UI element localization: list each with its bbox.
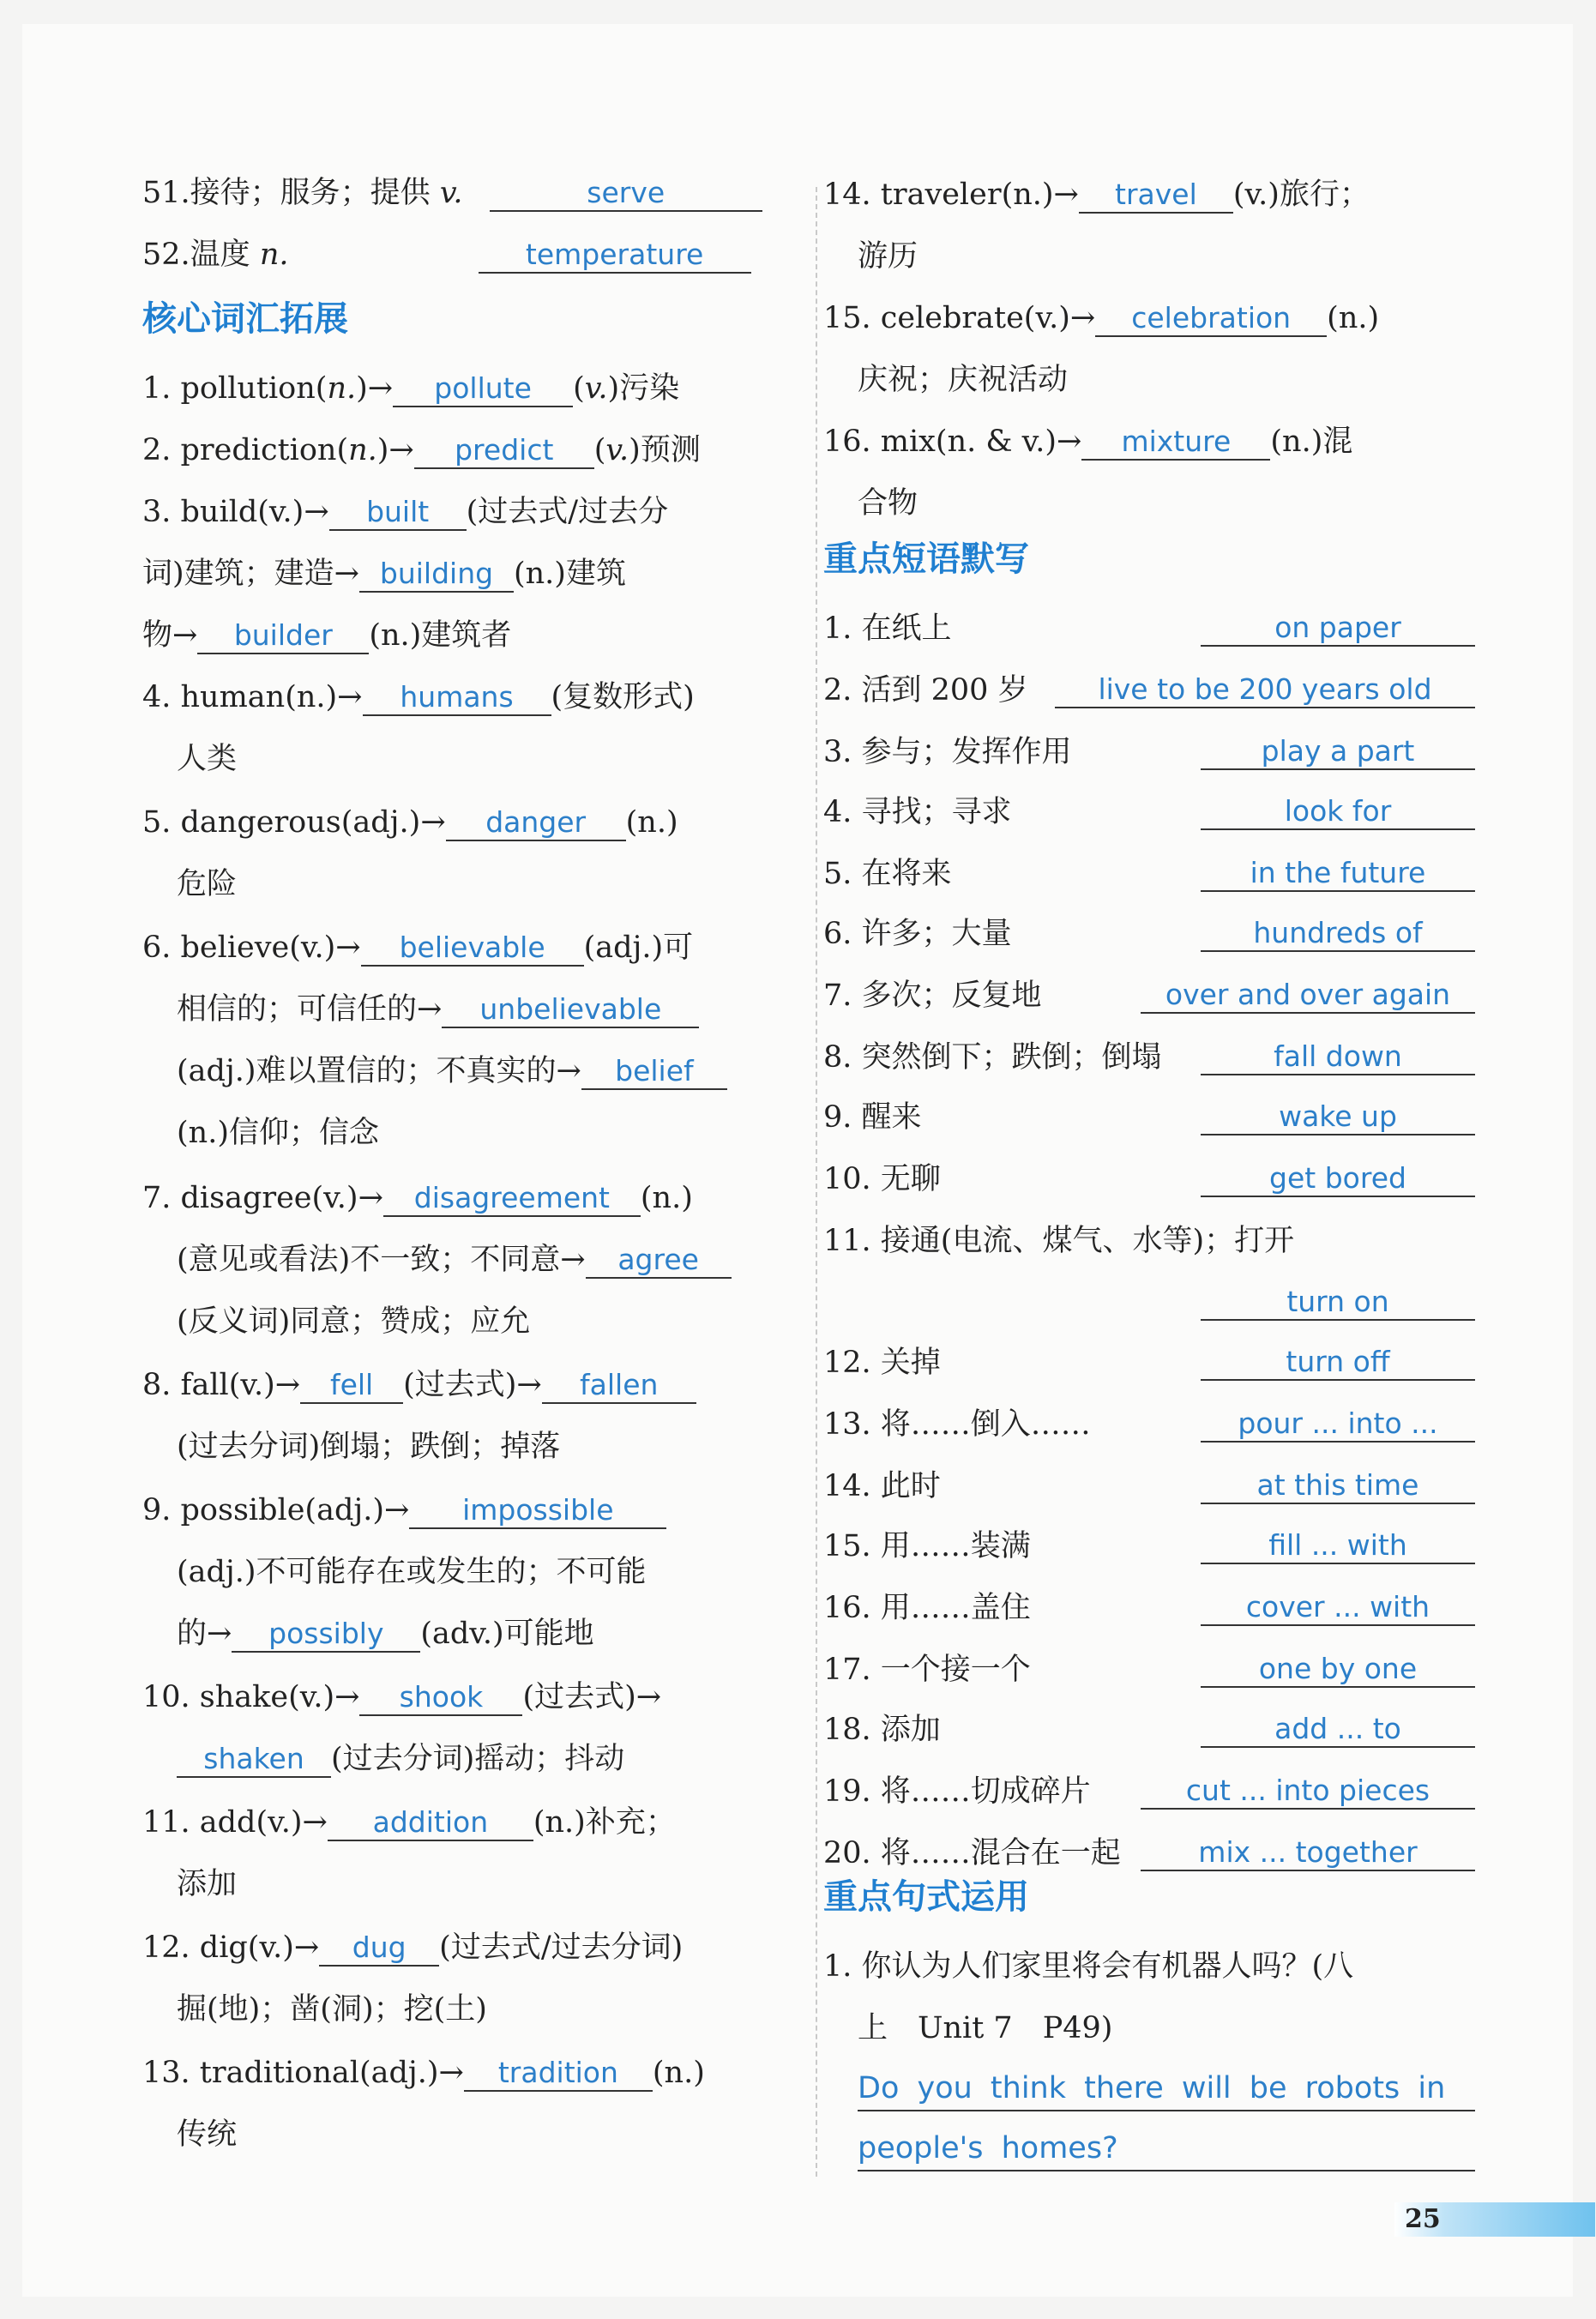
answer-blank[interactable]: built — [329, 495, 467, 531]
vocab-item-7: 7. disagree(v.)→ disagreement (n.) — [142, 1181, 693, 1215]
phrase-question: 18. 添加 — [823, 1713, 941, 1747]
answer-blank[interactable]: danger — [446, 805, 626, 841]
phrase-question: 10. 无聊 — [823, 1162, 941, 1196]
phrase-answer-blank[interactable]: play a part — [1201, 734, 1475, 770]
vocab-item-12: 12. dig(v.)→ dug (过去式/过去分词) — [142, 1930, 684, 1965]
section-heading-sentences: 重点句式运用 — [823, 1877, 1029, 1917]
phrase-answer-blank[interactable]: live to be 200 years old — [1055, 672, 1475, 708]
vocab-item-5: 5. dangerous(adj.)→ danger (n.) — [142, 805, 678, 840]
answer-blank[interactable]: impossible — [409, 1493, 666, 1529]
vocab-item-3: 3. build(v.)→ built (过去式/过去分 — [142, 495, 669, 529]
answer-blank[interactable]: mixture — [1081, 425, 1270, 461]
answer-blank[interactable]: unbelievable — [442, 992, 699, 1028]
answer-blank[interactable]: belief — [581, 1054, 727, 1090]
column-divider — [816, 187, 817, 2177]
answer-blank[interactable]: humans — [363, 680, 551, 716]
phrase-question: 7. 多次；反复地 — [823, 979, 1042, 1013]
phrase-answer-blank[interactable]: look for — [1201, 794, 1475, 830]
vocab-item-9: 9. possible(adj.)→ impossible — [142, 1489, 666, 1532]
phrase-answer-blank[interactable]: turn on — [1201, 1285, 1475, 1321]
answer-blank[interactable]: celebration — [1095, 301, 1327, 337]
phrase-answer-blank[interactable]: cover ... with — [1201, 1590, 1475, 1626]
phrase-question: 3. 参与；发挥作用 — [823, 735, 1072, 769]
item-52: 52.温度 n. temperature — [142, 233, 751, 276]
worksheet-page: 51.接待；服务；提供 v. serve 52.温度 n. temperature 核心词汇拓展 1. pollution(n.)→ pollute (v.)污染 2. prediction(n.)→ predict (v.)预测 3. build(v.)→ built (过去式/过去分 词)建筑；建造→ building (n.)建筑 物→ builder (n.)建筑者 4. human(n.)→ humans (复数形式) 人类 5. dangerous(adj.)→ danger (n.) 危险 6. believe(v.)→ believable (adj.)可 相信的；可信任的→ unbelievable (adj.)难以置信的；不真实的→ belief (n.)信仰；信念 7. disagree(v.)→ disagreement (n.) (意见或看法)不一致；不同意→ agree (反义词)同意；赞成；应允 8. fall(v.)→ fell (过去式)→ fallen (过去分词)倒塌；跌倒；掉落 9. possible(adj.)→ impossible (adj.)不可能存在或发生的；不可能 的→ possibly (adv.)可能地 10. shake(v.)→ shook (过去式)→ shaken (过去分词)摇动；抖动 11. add(v.)→ addition (n.)补充； 添加 12. dig(v.)→ dug (过去式/过去分词) 掘(地)；凿(洞)；挖(土) 13. traditional(adj.)→ tradition (n.) 传统 14. traveler(n.)→ travel (v.)旅行； 游历 15. celebrate(v.)→ celebration (n.) 庆祝；庆祝活动 16. mix(n. & v.)→ mixture (n.)混 合物 重点短语默写 1. 在纸上 on paper 2. 活到 200 岁 live to be 200 years old 3. 参与；发挥作用 play a part 4. 寻找；寻求 look for 5. 在将来 in the future 6. 许多；大量 hundreds of 7. 多次；反复地 over and over again 8. 突然倒下；跌倒；倒塌 fall down 9. 醒来 wake up 10. 无聊 get bored 11. 接通(电流、煤气、水等)；打开 turn on 12. 关掉 turn off 13. 将……倒入…… pour ... into ... 14. 此时 at this time 15. 用……装满 fill ... with 16. 用……盖住 cover ... with 17. 一个接一个 one by one 18. 添加 add ... to 19. 将……切成碎片 cut ... into pieces 20. 将……混合在一起 mix ... together 重点句式运用 1. 你认为人们家里将会有机器人吗？(八 上 Unit 7 P49) Do you think there will be robots in people's homes? 25 — [22, 24, 1573, 2297]
phrase-question: 2. 活到 200 岁 — [823, 673, 1028, 708]
answer-blank[interactable]: tradition — [464, 2056, 653, 2092]
page-number: 25 — [1405, 2204, 1441, 2234]
phrase-answer-blank[interactable]: hundreds of — [1201, 916, 1475, 952]
phrase-answer-blank[interactable]: cut ... into pieces — [1141, 1774, 1475, 1810]
phrase-answer-blank[interactable]: turn off — [1201, 1345, 1475, 1381]
phrase-answer-blank[interactable]: one by one — [1201, 1652, 1475, 1688]
answer-blank[interactable]: fell — [300, 1368, 403, 1404]
phrase-question: 11. 接通(电流、煤气、水等)；打开 — [823, 1224, 1295, 1258]
vocab-item-11: 11. add(v.)→ addition (n.)补充； — [142, 1805, 676, 1840]
vocab-item-14: 14. traveler(n.)→ travel (v.)旅行； — [823, 178, 1370, 212]
vocab-item-15: 15. celebrate(v.)→ celebration (n.) — [823, 301, 1380, 335]
phrase-question: 16. 用……盖住 — [823, 1591, 1031, 1625]
phrase-answer-blank[interactable]: pour ... into ... — [1201, 1406, 1475, 1443]
vocab-item-6: 6. believe(v.)→ believable (adj.)可 — [142, 931, 694, 965]
sentence-question-line-2: 上 Unit 7 P49) — [858, 2011, 1113, 2045]
phrase-question: 4. 寻找；寻求 — [823, 795, 1012, 829]
phrase-question: 8. 突然倒下；跌倒；倒塌 — [823, 1040, 1162, 1075]
answer-blank[interactable]: possibly — [232, 1617, 420, 1653]
phrase-answer-blank[interactable]: add ... to — [1201, 1712, 1475, 1748]
phrase-question: 19. 将……切成碎片 — [823, 1774, 1091, 1809]
answer-blank[interactable]: building — [359, 557, 514, 593]
sentence-question-line-1: 1. 你认为人们家里将会有机器人吗？(八 — [823, 1949, 1354, 1984]
phrase-question: 5. 在将来 — [823, 857, 952, 891]
vocab-item-10: 10. shake(v.)→ shook (过去式)→ — [142, 1680, 662, 1714]
item-51: 51.接待；服务；提供 v. serve — [142, 172, 762, 214]
answer-blank[interactable]: shaken — [177, 1742, 331, 1778]
vocab-item-1: 1. pollution(n.)→ pollute (v.)污染 — [142, 371, 680, 406]
phrase-answer-blank[interactable]: on paper — [1201, 611, 1475, 647]
vocab-item-4: 4. human(n.)→ humans (复数形式) — [142, 680, 695, 714]
answer-blank[interactable]: pollute — [393, 371, 573, 407]
phrase-answer-blank[interactable]: in the future — [1201, 856, 1475, 892]
section-heading-vocab: 核心词汇拓展 — [142, 299, 348, 339]
phrase-answer-blank[interactable]: fill ... with — [1201, 1528, 1475, 1564]
vocab-item-16: 16. mix(n. & v.)→ mixture (n.)混 — [823, 425, 1353, 459]
phrase-question: 14. 此时 — [823, 1469, 941, 1503]
phrase-answer-blank[interactable]: over and over again — [1141, 978, 1475, 1014]
sentence-answer-line-1[interactable]: Do you think there will be robots in — [858, 2067, 1475, 2111]
phrase-question: 13. 将……倒入…… — [823, 1407, 1091, 1442]
section-heading-phrases: 重点短语默写 — [823, 539, 1029, 579]
phrase-question: 15. 用……装满 — [823, 1529, 1031, 1563]
answer-blank[interactable]: travel — [1079, 178, 1233, 214]
phrase-question: 17. 一个接一个 — [823, 1653, 1031, 1687]
vocab-item-2: 2. prediction(n.)→ predict (v.)预测 — [142, 433, 701, 467]
answer-blank[interactable]: believable — [361, 931, 584, 967]
answer-blank[interactable]: builder — [197, 618, 369, 654]
answer-blank[interactable]: dug — [319, 1930, 439, 1967]
answer-blank[interactable]: shook — [359, 1680, 522, 1716]
sentence-answer-line-2[interactable]: people's homes? — [858, 2127, 1475, 2171]
answer-blank[interactable]: agree — [586, 1243, 732, 1279]
phrase-answer-blank[interactable]: wake up — [1201, 1099, 1475, 1135]
answer-blank[interactable]: serve — [490, 176, 762, 212]
phrase-question: 6. 许多；大量 — [823, 917, 1012, 951]
vocab-item-8: 8. fall(v.)→ fell (过去式)→ fallen — [142, 1364, 696, 1406]
phrase-answer-blank[interactable]: at this time — [1201, 1468, 1475, 1504]
phrase-answer-blank[interactable]: fall down — [1201, 1039, 1475, 1075]
phrase-question: 12. 关掉 — [823, 1346, 941, 1380]
phrase-question: 1. 在纸上 — [823, 611, 952, 646]
answer-blank[interactable]: temperature — [479, 238, 751, 274]
answer-blank[interactable]: addition — [328, 1805, 533, 1841]
phrase-question: 20. 将……混合在一起 — [823, 1836, 1121, 1870]
answer-blank[interactable]: predict — [414, 433, 594, 469]
phrase-answer-blank[interactable]: get bored — [1201, 1161, 1475, 1197]
answer-blank[interactable]: disagreement — [383, 1181, 641, 1217]
vocab-item-13: 13. traditional(adj.)→ tradition (n.) — [142, 2056, 705, 2090]
answer-blank[interactable]: fallen — [542, 1368, 696, 1404]
phrase-answer-blank[interactable]: mix ... together — [1141, 1835, 1475, 1871]
phrase-question: 9. 醒来 — [823, 1100, 922, 1135]
